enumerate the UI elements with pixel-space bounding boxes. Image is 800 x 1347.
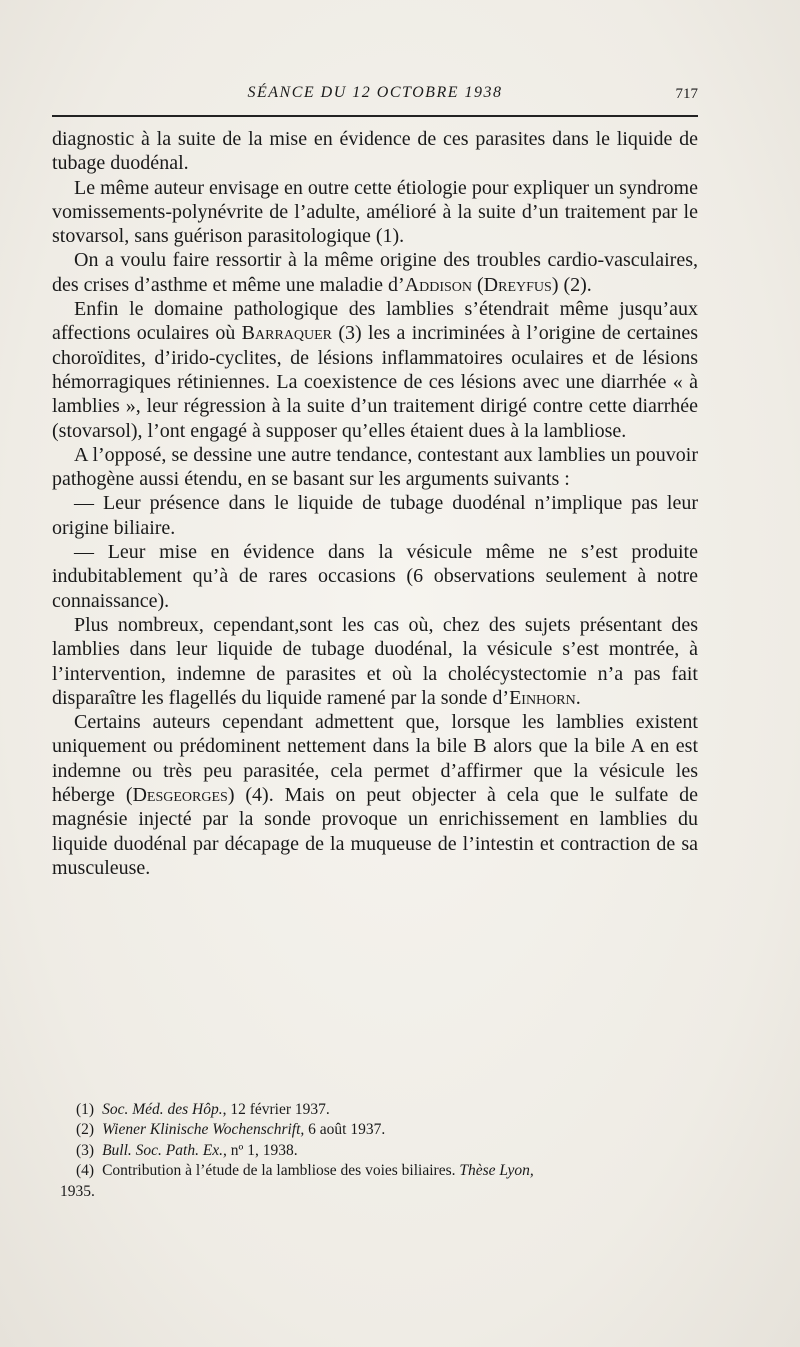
page-number: 717	[675, 86, 698, 102]
footnote	[52, 1100, 698, 1120]
paragraph-text: (	[472, 273, 484, 296]
paragraph	[52, 491, 698, 540]
footnote	[52, 1161, 698, 1202]
paragraph-text: ) (2).	[551, 273, 592, 296]
paragraph-text: A l’opposé, se dessine une autre tendance, contestant aux lamblies un pouvoir pathogène aussi étendu, en se basant sur les arguments suivants :	[52, 443, 698, 491]
paragraph	[52, 540, 698, 613]
author-name: Barraquer	[241, 322, 333, 345]
footnote-text: Contribution à l’étude de la lambliose des voies biliaires.	[102, 1162, 460, 1180]
paragraph	[52, 710, 698, 880]
footnote-number: (2)	[76, 1121, 95, 1139]
paragraph-text: diagnostic à la suite de la mise en évidence de ces parasites dans le liquide de tubage duodénal.	[52, 128, 698, 175]
paragraph	[52, 443, 698, 492]
footnote-text: 6 août 1937.	[304, 1121, 386, 1139]
footnote-text: , nº 1, 1938.	[223, 1141, 298, 1159]
page-header	[52, 84, 698, 108]
footnote	[52, 1120, 698, 1140]
author-name: Desgeorges	[132, 784, 228, 807]
paragraph-text: (3) les a incriminées à l’origine de certaines choroïdites, d’irido-cyclites, de lésions inflammatoires oculaires et de lésions hémorragiques rétiniennes. La coexistence de ces lésions avec une diarrhée « à lamblies », leur régression à la suite d’un traitement dirigé contre cette diarrhée (stovarsol), l’ont engagé à supposer qu’elles étaient dues à la lambliose.	[52, 322, 698, 442]
footnote-source: Soc. Méd. des Hôp.	[102, 1101, 223, 1118]
footnote-number: (1)	[76, 1101, 95, 1118]
paragraph-text: — Leur présence dans le liquide de tubage duodénal n’implique pas leur origine biliaire.	[52, 492, 698, 539]
paragraph	[52, 297, 698, 443]
footnote-number: (3)	[76, 1141, 95, 1159]
paragraph-text: Le même auteur envisage en outre cette étiologie pour expliquer un syndrome vomissements-polynévrite de l’adulte, amélioré à la suite d’un traitement par le stovarsol, sans guérison parasitologique (1).	[52, 176, 698, 248]
footnote	[52, 1141, 698, 1161]
footnote-source: Thèse Lyon,	[459, 1162, 534, 1180]
paragraph	[52, 248, 698, 297]
paragraph-text: Certains auteurs cependant admettent que, lorsque les lamblies existent uniquement ou prédominent nettement dans la bile B alors que la bile A en est indemne ou très peu parasitée, cela permet d’affirmer que la vésicule les héberge (	[52, 711, 698, 807]
footnotes	[52, 1100, 698, 1202]
author-name: Einhorn	[509, 686, 576, 709]
footnote-number: (4)	[76, 1162, 95, 1180]
body-text	[52, 127, 698, 880]
paragraph-text: Plus nombreux, cependant,sont les cas où, chez des sujets présentant des lamblies dans leur liquide de tubage duodénal, la vésicule s’est montrée, à l’intervention, indemne de parasites et où la cholécystectomie n’a pas fait disparaître les flagellés du liquide ramené par la sonde d’	[52, 613, 698, 709]
footnote-source: Bull. Soc. Path. Ex.	[102, 1141, 224, 1159]
author-name: Addison	[404, 273, 472, 296]
footnote-source: Wiener Klinische Wochenschrift,	[102, 1121, 305, 1139]
footnote-text: , 12 février 1937.	[222, 1101, 330, 1118]
header-rule	[52, 115, 698, 117]
paragraph	[52, 176, 698, 249]
running-title: SÉANCE DU 12 OCTOBRE 1938	[247, 84, 503, 101]
paragraph	[52, 127, 698, 176]
paragraph-text: On a voulu faire ressortir à la même origine des troubles cardio-vasculaires, des crises d’asthme et même une maladie d’	[52, 249, 698, 296]
paragraph	[52, 613, 698, 710]
footnote-year: 1935.	[60, 1182, 95, 1200]
author-name: Dreyfus	[483, 273, 552, 296]
paragraph-text: .	[575, 686, 581, 709]
paragraph-text: ) (4). Mais on peut objecter à cela que le sulfate de magnésie injecté par la sonde provoque un enrichissement en lamblies du liquide duodénal par décapage de la muqueuse de l’intestin et contraction de sa musculeuse.	[52, 784, 698, 879]
paragraph-text: — Leur mise en évidence dans la vésicule même ne s’est produite indubitablement qu’à de rares occasions (6 observations seulement à notre connaissance).	[52, 541, 698, 612]
paragraph-text: Enfin le domaine pathologique des lamblies s’étendrait même jusqu’aux affections oculaires où	[52, 298, 698, 345]
